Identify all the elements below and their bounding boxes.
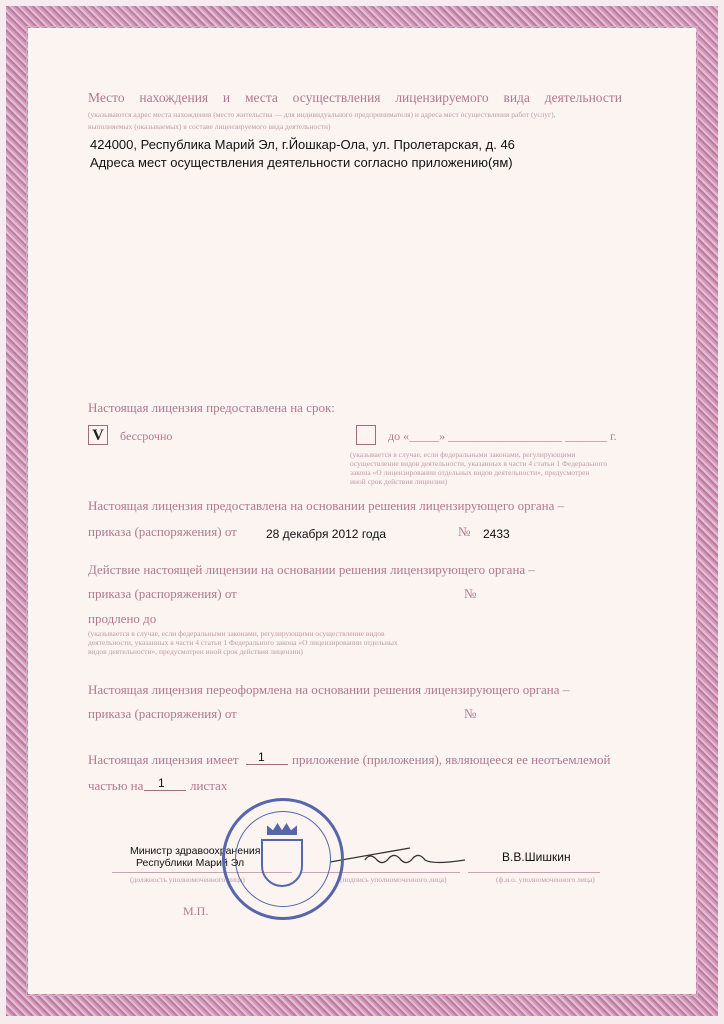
extension-note-line: видов деятельности», предусмотрен иной срок действия лицензии) — [88, 647, 303, 656]
appendix-post: приложение (приложения), являющееся ее неотъемлемой — [292, 752, 611, 767]
until-label: до «_____» ___________________ _______ г. — [388, 429, 617, 443]
appendix-pre2: частью на — [88, 778, 144, 793]
crown-icon — [267, 823, 297, 835]
term-note-line: осуществление видов деятельности, указанных в части 4 статьи 1 Федерального — [350, 459, 608, 468]
appendix-post2: листах — [190, 778, 228, 793]
location-note-1: (указываются адрес места нахождения (место жительства — для индивидуального предпринимателя) и адреса мест осуществления работ (услуг), — [88, 110, 556, 119]
extension-label: Действие настоящей лицензии на основании решения лицензирующего органа – — [88, 562, 535, 577]
address: 424000, Республика Марий Эл, г.Йошкар-Ола, ул. Пролетарская, д. 46 — [90, 137, 515, 152]
location-note-2: выполняемых (оказываемых) в составе лицензируемого вида деятельности) — [88, 122, 331, 131]
official-seal — [222, 798, 344, 920]
name-line — [468, 872, 600, 873]
basis-date: 28 декабря 2012 года — [266, 527, 387, 541]
caption-position: (должность уполномоченного лица) — [130, 875, 245, 884]
appendix-sheets: 1 — [144, 776, 186, 791]
location-heading: Место нахождения и места осуществления лицензируемого вида деятельности — [88, 90, 622, 105]
extended-until: продлено до — [88, 611, 157, 626]
reissue-label: Настоящая лицензия переоформлена на основании решения лицензирующего органа – — [88, 682, 570, 697]
indefinite-checkbox: V — [88, 425, 108, 445]
handwritten-signature — [330, 840, 470, 870]
term-note-line: (указывается в случае, если федеральными законами, регулирующими — [350, 450, 576, 459]
term-note-line: закона «О лицензировании отдельных видов деятельности», предусмотрен — [350, 468, 590, 477]
signer-name: В.В.Шишкин — [502, 850, 571, 864]
signer-position-2: Республики Марий Эл — [136, 857, 245, 869]
term-label: Настоящая лицензия предоставлена на срок: — [88, 400, 335, 415]
appendix-count: 1 — [246, 750, 288, 765]
reissue-order: приказа (распоряжения) от — [88, 706, 237, 721]
seal-place-label: М.П. — [183, 904, 209, 918]
extension-order: приказа (распоряжения) от — [88, 586, 237, 601]
until-checkbox — [356, 425, 376, 445]
signer-position-1: Министр здравоохранения — [130, 845, 261, 857]
caption-signature: (подпись уполномоченного лица) — [340, 875, 447, 884]
basis-number: 2433 — [483, 527, 510, 541]
caption-name: (ф.и.о. уполномоченного лица) — [496, 875, 595, 884]
extension-note-line: деятельности, указанных в части 4 статьи 1 Федерального закона «О лицензировании отдельных — [88, 638, 398, 647]
address-appendix: Адреса мест осуществления деятельности согласно приложению(ям) — [90, 155, 513, 170]
basis-order: приказа (распоряжения) от — [88, 524, 237, 539]
extension-note-line: (указывается в случае, если федеральными законами, регулирующими осуществление видов — [88, 629, 385, 638]
reissue-num-sign: № — [464, 706, 477, 721]
term-note-line: иной срок действия лицензии) — [350, 477, 448, 486]
extension-num-sign: № — [464, 586, 477, 601]
basis-label: Настоящая лицензия предоставлена на основании решения лицензирующего органа – — [88, 498, 565, 513]
coat-of-arms-icon — [261, 839, 303, 887]
indefinite-label: бессрочно — [120, 429, 173, 443]
basis-num-sign: № — [458, 524, 471, 539]
appendix-pre: Настоящая лицензия имеет — [88, 752, 239, 767]
